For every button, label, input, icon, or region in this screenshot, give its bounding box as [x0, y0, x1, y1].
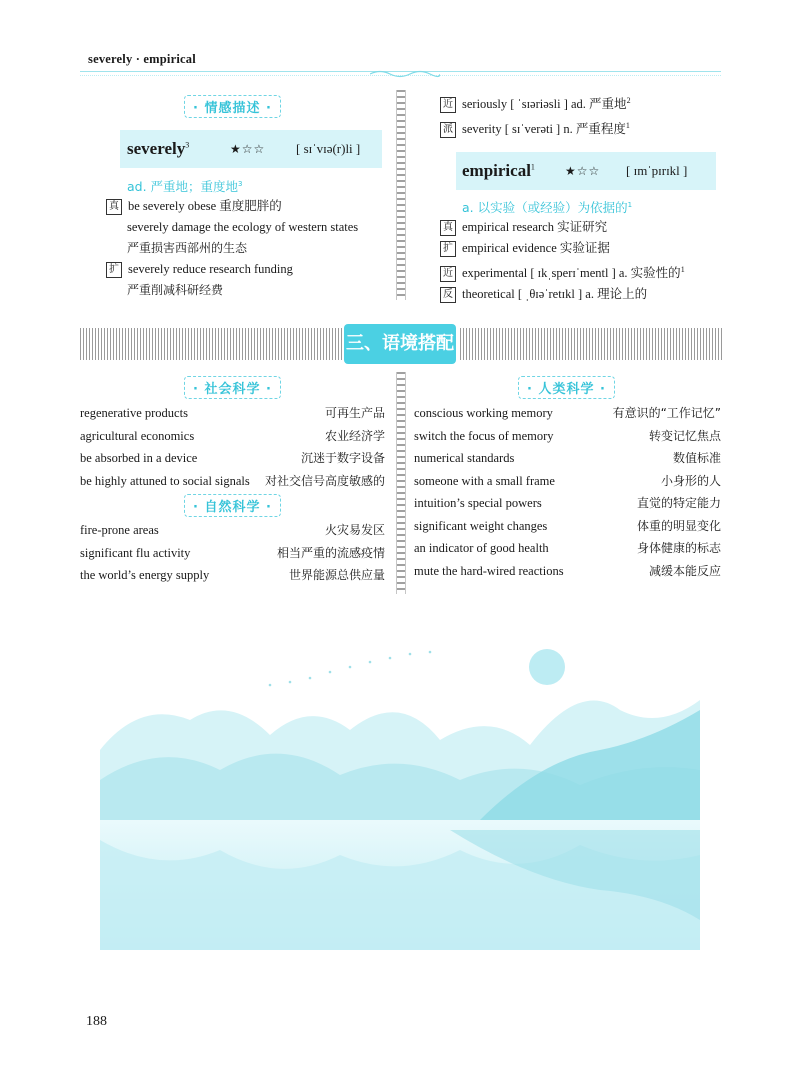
- section-label-emotion: · 情感描述 ·: [184, 95, 281, 118]
- collocation-row: the world’s energy supply 世界能源总供应量: [80, 568, 385, 582]
- banner-stripes-right: [460, 328, 722, 360]
- collocation-list-social: [80, 402, 385, 492]
- related-words-top: [440, 90, 730, 140]
- headword-severely: severely$^3$: [127, 139, 190, 158]
- collocation-row: mute the hard-wired reactions 减缓本能反应: [414, 563, 721, 578]
- example-line: 严重削减科研经费: [127, 283, 224, 297]
- running-header: severely · empirical: [88, 52, 196, 66]
- column-divider-top: [396, 90, 406, 300]
- example-line: 真 be severely obese 重度肥胖的: [106, 196, 396, 217]
- examples-empirical: [440, 217, 730, 305]
- examples-severely: [106, 196, 396, 301]
- phonetic-severely: [ sɪˈvɪə(r)li ]: [296, 141, 361, 156]
- tag-icon: 近: [440, 97, 456, 113]
- collocation-row: be absorbed in a device 沉迷于数字设备: [80, 451, 385, 465]
- example-line: severely damage the ecology of western states: [127, 220, 359, 234]
- collocation-row: regenerative products 可再生产品: [80, 406, 385, 420]
- tag-icon: 扩: [106, 262, 122, 278]
- tag-icon: 派: [440, 122, 456, 138]
- collocation-row: agricultural economics 农业经济学: [80, 428, 385, 443]
- page-number: 188: [86, 1014, 107, 1029]
- banner-stripes-left: [80, 328, 350, 360]
- example-line: 扩 severely reduce research funding: [106, 259, 396, 280]
- collocation-row: someone with a small frame 小身形的人: [414, 473, 721, 488]
- collocation-row: be highly attuned to social signals 对社交信号高度敏感的: [80, 473, 385, 488]
- collocation-row: intuition’s special powers 直觉的特定能力: [414, 496, 721, 510]
- frequency-stars: ★☆☆: [230, 142, 266, 156]
- section-label-human: · 人类科学 ·: [518, 376, 615, 399]
- collocation-row: conscious working memory 有意识的“工作记忆”: [414, 406, 721, 420]
- example-line: 扩 empirical evidence 实验证据: [440, 238, 730, 259]
- phonetic-empirical: [ ɪmˈpɪrɪkl ]: [626, 163, 688, 178]
- column-divider-bottom: [396, 372, 406, 594]
- collocation-row: switch the focus of memory 转变记忆焦点: [414, 428, 721, 443]
- section-label-natural: · 自然科学 ·: [184, 494, 281, 517]
- collocation-row: numerical standards 数值标准: [414, 451, 721, 465]
- related-line: 近 seriously [ ˈsɪəriəsli ] ad. 严重地$^2$: [440, 90, 730, 115]
- tag-icon: 反: [440, 287, 456, 303]
- tag-icon: 扩: [440, 241, 456, 257]
- tag-icon: 近: [440, 266, 456, 282]
- header-ornament: [370, 66, 440, 76]
- collocation-row: fire-prone areas 火灾易发区: [80, 523, 385, 537]
- example-line: 反 theoretical [ ˌθɪəˈretɪkl ] a. 理论上的: [440, 284, 730, 305]
- collocation-list-natural: [80, 519, 385, 587]
- collocation-row: significant weight changes 体重的明显变化: [414, 518, 721, 533]
- sense-empirical: a. 以实验（或经验）为依据的$^1$: [462, 200, 633, 215]
- tag-icon: 真: [106, 199, 122, 215]
- collocation-list-human: [414, 402, 721, 582]
- tag-icon: 真: [440, 220, 456, 236]
- headword-empirical: empirical$^1$: [462, 161, 535, 180]
- section-label-social: · 社会科学 ·: [184, 376, 281, 399]
- collocation-row: significant flu activity 相当严重的流感疫情: [80, 545, 385, 560]
- example-line: 严重损害西部州的生态: [127, 241, 248, 255]
- sense-severely: ad. 严重地；重度地$^3$: [127, 179, 243, 194]
- example-line: 真 empirical research 实证研究: [440, 217, 730, 238]
- example-line: 近 experimental [ ɪkˌsperɪˈmentl ] a. 实验性的$^1$: [440, 259, 730, 284]
- collocation-row: an indicator of good health 身体健康的标志: [414, 541, 721, 555]
- frequency-stars: ★☆☆: [565, 164, 601, 178]
- related-line: 派 severity [ sɪˈverəti ] n. 严重程度$^1$: [440, 115, 730, 140]
- section-banner: 三、语境搭配: [344, 324, 456, 364]
- landscape-illustration: [100, 640, 700, 950]
